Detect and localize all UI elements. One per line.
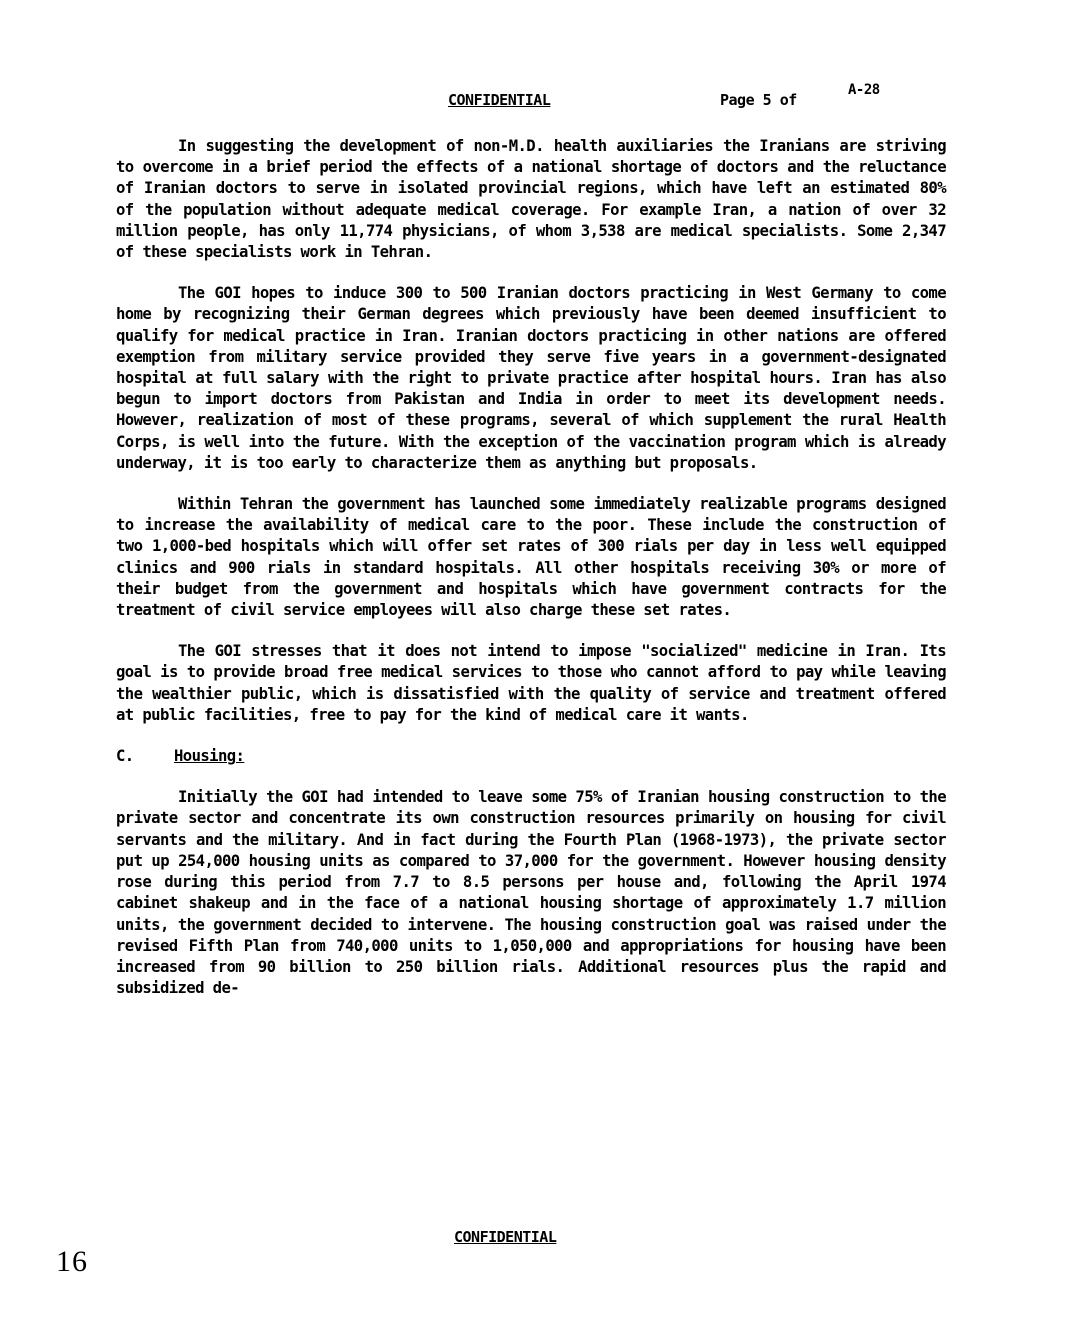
page-number-label: Page 5 of	[720, 91, 797, 109]
paragraph-socialized-medicine: The GOI stresses that it does not intend to impose "socialized" medicine in Iran. Its goal is to provide broad free medical services to those who cannot afford to pay while leaving the wealthier public, which is dissatisfied with the quality of service and treatment offered at public facilities, free to pay for the kind of medical care it wants.	[116, 642, 946, 724]
document-body	[116, 136, 946, 1019]
paragraph-doctor-recruitment: The GOI hopes to induce 300 to 500 Iranian doctors practicing in West Germany to come home by recognizing their German degrees which previously have been deemed insufficient to qualify for medical practice in Iran. Iranian doctors practicing in other nations are offered exemption from military service provided they serve five years in a government-designated hospital at full salary with the right to private practice after hospital hours. Iran has also begun to import doctors from Pakistan and India in order to meet its development needs. However, realization of most of these programs, several of which supplement the rural Health Corps, is well into the future. With the exception of the vaccination program which is already underway, it is too early to characterize them as anything but proposals.	[116, 284, 946, 472]
section-title: Housing:	[174, 747, 245, 766]
classification-footer: CONFIDENTIAL	[454, 1228, 557, 1246]
page-header	[0, 82, 1067, 112]
section-letter: C.	[116, 747, 134, 766]
paragraph-health-auxiliaries: In suggesting the development of non-M.D. health auxiliaries the Iranians are striving to overcome in a brief period the effects of a national shortage of doctors and the reluctance of Iranian doctors to serve in isolated provincial regions, which have left an estimated 80% of the population without adequate medical coverage. For example Iran, a nation of over 32 million people, has only 11,774 physicians, of whom 3,538 are medical specialists. Some 2,347 of these specialists work in Tehran.	[116, 137, 946, 262]
document-id: A-28	[848, 82, 880, 98]
paragraph-tehran-programs: Within Tehran the government has launched some immediately realizable programs designed to increase the availability of medical care to the poor. These include the construction of two 1,000-bed hospitals which will offer set rates of 300 rials per day in less well equipped clinics and 900 rials in standard hospitals. All other hospitals receiving 30% or more of their budget from the government and hospitals which have government contracts for the treatment of civil service employees will also charge these set rates.	[116, 495, 946, 620]
section-heading-housing	[116, 746, 946, 767]
classification-header: CONFIDENTIAL	[448, 91, 551, 109]
paragraph-housing: Initially the GOI had intended to leave some 75% of Iranian housing construction to the private sector and concentrate its own construction resources primarily on housing for civil servants and the military. And in fact during the Fourth Plan (1968-1973), the private sector put up 254,000 housing units as compared to 37,000 for the government. However housing density rose during this period from 7.7 to 8.5 persons per house and, following the April 1974 cabinet shakeup and in the face of a national housing shortage of approximately 1.7 million units, the government decided to intervene. The housing construction goal was raised under the revised Fifth Plan from 740,000 units to 1,050,000 and appropriations for housing have been increased from 90 billion to 250 billion rials. Additional resources plus the rapid and subsidized de-	[116, 788, 946, 998]
folio-number: 16	[56, 1245, 88, 1278]
